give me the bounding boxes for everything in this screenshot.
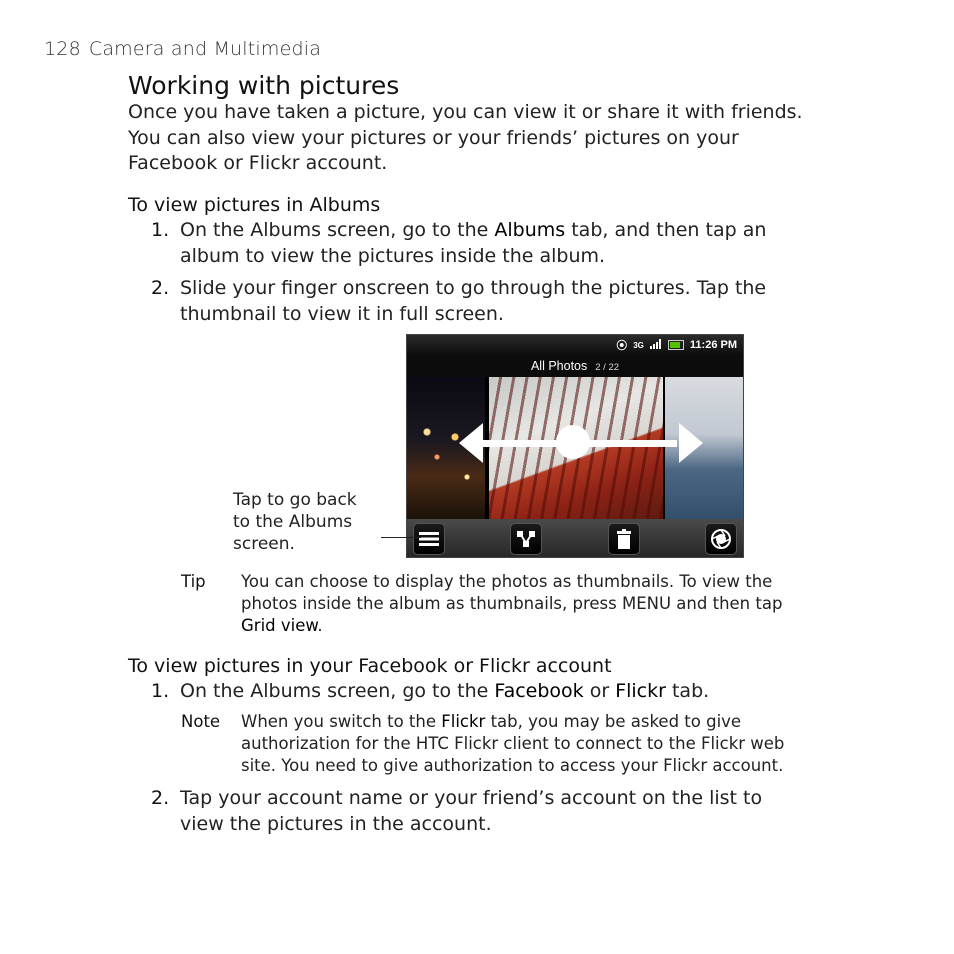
text-line: thumbnail to view it in full screen. (180, 302, 504, 325)
share-icon (516, 529, 536, 549)
callout-line: to the Albums (233, 512, 353, 532)
tip-line: photos inside the album as thumbnails, press MENU and then tap (241, 594, 783, 613)
albums-menu-button[interactable] (413, 523, 445, 555)
camera-button[interactable] (705, 523, 737, 555)
text-line: Tap your account name or your friend’s account on the list to (180, 787, 763, 809)
step-number: 2. (151, 277, 170, 299)
callout-line: screen. (233, 534, 295, 554)
intro-line: Once you have taken a picture, you can view it or share it with friends. (128, 101, 803, 123)
text-span: or (583, 680, 616, 702)
share-button[interactable] (510, 523, 542, 555)
note-line: site. You need to give authorization to access your Flickr account. (241, 756, 784, 775)
intro-line: You can also view your pictures or your friends’ pictures on your (128, 126, 739, 149)
step-number: 1. (151, 219, 170, 241)
intro-paragraph (128, 100, 803, 177)
ui-term-flickr: Flickr (441, 712, 486, 731)
text-span: On the Albums screen, go to the (180, 680, 495, 702)
section-heading-social: To view pictures in your Facebook or Flickr account (128, 655, 612, 677)
tip-line: You can choose to display the photos as thumbnails. To view the (241, 572, 773, 591)
text-line: album to view the pictures inside the album. (180, 244, 606, 267)
photo-toolbar (407, 519, 743, 558)
photo-count: 2 / 22 (595, 362, 620, 373)
note-text (241, 711, 861, 777)
vibrate-icon: ⦿ (616, 340, 628, 352)
note-label: Note (181, 712, 221, 731)
section-name: Camera and Multimedia (88, 38, 322, 60)
step-text (180, 679, 860, 705)
text-line: Slide your finger onscreen to go through the pictures. Tap the (180, 277, 767, 299)
text-line: view the pictures in the account. (180, 812, 492, 835)
intro-line: Facebook or Flickr account. (128, 152, 388, 174)
battery-icon (668, 340, 684, 350)
text-span: tab, and then tap an (565, 219, 767, 241)
ui-term-flickr: Flickr (615, 680, 666, 702)
page-title: Working with pictures (128, 71, 400, 100)
network-3g-icon: 3G (633, 340, 644, 350)
text-span: tab, you may be asked to give (485, 712, 742, 731)
arrow-left-icon (459, 423, 483, 463)
text-span: When you switch to the (241, 712, 442, 731)
page-number: 128 (44, 38, 81, 60)
album-title-bar (407, 355, 743, 377)
camera-shutter-icon (710, 528, 732, 550)
step-text (180, 218, 860, 269)
text-span: tab. (665, 680, 710, 702)
album-title: All Photos (530, 359, 588, 373)
status-time: 11:26 PM (689, 339, 737, 351)
photo-strip[interactable] (407, 377, 743, 519)
arrow-right-icon (679, 423, 703, 463)
ui-term-facebook: Facebook (494, 680, 584, 702)
note-line: authorization for the HTC Flickr client to connect to the Flickr web (241, 734, 785, 753)
phone-screenshot (406, 334, 744, 558)
ui-term-albums: Albums (494, 219, 566, 241)
signal-icon (650, 339, 662, 352)
section-heading-albums: To view pictures in Albums (128, 194, 381, 216)
step-text (180, 786, 860, 837)
finger-touch-icon (556, 425, 590, 459)
callout-leader-line (381, 537, 421, 538)
tip-label: Tip (181, 572, 206, 591)
text-span: . (317, 616, 323, 635)
ui-term-grid-view: Grid view (241, 616, 318, 635)
text-span: On the Albums screen, go to the (180, 219, 495, 241)
delete-button[interactable] (608, 523, 640, 555)
status-bar (407, 335, 743, 355)
step-number: 1. (151, 680, 170, 702)
running-header (44, 38, 321, 60)
step-text (180, 276, 860, 327)
tip-text (241, 571, 861, 637)
menu-list-icon (419, 531, 439, 547)
trash-icon (616, 529, 632, 549)
callout-line: Tap to go back (233, 490, 357, 510)
screenshot-callout (233, 489, 357, 555)
photo-thumbnail[interactable] (665, 377, 744, 519)
step-number: 2. (151, 787, 170, 809)
